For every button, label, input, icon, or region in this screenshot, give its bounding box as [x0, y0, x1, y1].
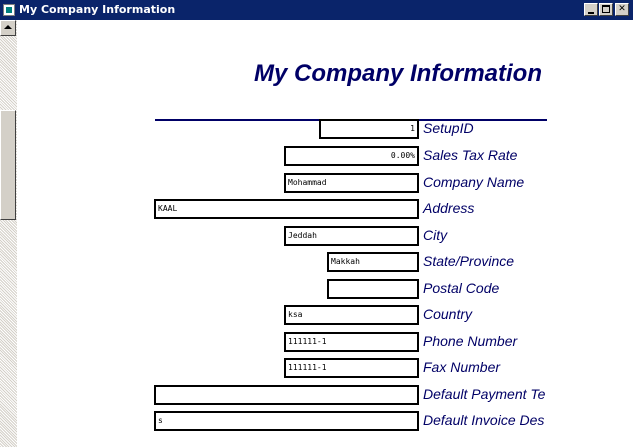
postal-code-label: Postal Code	[423, 280, 500, 296]
address-label: Address	[423, 200, 475, 216]
sales-tax-rate-label: Sales Tax Rate	[423, 147, 518, 163]
default-invoice-description-label: Default Invoice Des	[423, 412, 545, 428]
setup-id-field[interactable]: 1	[319, 119, 419, 139]
phone-number-field[interactable]: 111111-1	[284, 332, 419, 352]
setup-id-label: SetupID	[423, 120, 474, 136]
field-row-phone-number	[17, 331, 633, 353]
default-payment-terms-field[interactable]	[154, 385, 419, 405]
close-icon: ✕	[618, 4, 626, 14]
title-bar[interactable]	[0, 0, 633, 20]
field-row-postal-code	[17, 278, 633, 300]
state-province-field[interactable]: Makkah	[327, 252, 419, 272]
form-title: My Company Information	[253, 60, 542, 87]
field-row-state-province	[17, 251, 633, 273]
field-row-default-invoice-description	[17, 410, 633, 432]
field-row-setup-id	[17, 118, 633, 140]
default-invoice-description-field[interactable]: s	[154, 411, 419, 431]
address-field[interactable]: KAAL	[154, 199, 419, 219]
company-name-field[interactable]: Mohammad	[284, 173, 419, 193]
country-label: Country	[423, 306, 473, 322]
field-row-company-name	[17, 172, 633, 194]
city-label: City	[423, 227, 448, 243]
company-name-label: Company Name	[423, 174, 525, 190]
maximize-icon	[602, 5, 610, 13]
field-row-sales-tax-rate	[17, 145, 633, 167]
fax-number-label: Fax Number	[423, 359, 501, 375]
scroll-thumb[interactable]	[0, 110, 16, 220]
field-row-country	[17, 304, 633, 326]
maximize-button[interactable]	[599, 3, 613, 16]
minimize-icon	[588, 12, 594, 14]
scroll-up-button[interactable]	[0, 20, 16, 36]
field-row-fax-number	[17, 357, 633, 379]
app-icon[interactable]	[3, 4, 15, 16]
close-button[interactable]	[615, 3, 629, 16]
form-content	[17, 20, 633, 447]
window-title: My Company Information	[19, 3, 176, 16]
phone-number-label: Phone Number	[423, 333, 518, 349]
state-province-label: State/Province	[423, 253, 515, 269]
vertical-scrollbar[interactable]	[0, 20, 17, 447]
field-row-default-payment-terms	[17, 384, 633, 406]
fax-number-field[interactable]: 111111-1	[284, 358, 419, 378]
postal-code-field[interactable]	[327, 279, 419, 299]
field-row-city	[17, 225, 633, 247]
minimize-button[interactable]	[584, 3, 598, 16]
sales-tax-rate-field[interactable]: 0.00%	[284, 146, 419, 166]
default-payment-terms-label: Default Payment Te	[423, 386, 546, 402]
city-field[interactable]: Jeddah	[284, 226, 419, 246]
country-field[interactable]: ksa	[284, 305, 419, 325]
field-row-address	[17, 198, 633, 220]
